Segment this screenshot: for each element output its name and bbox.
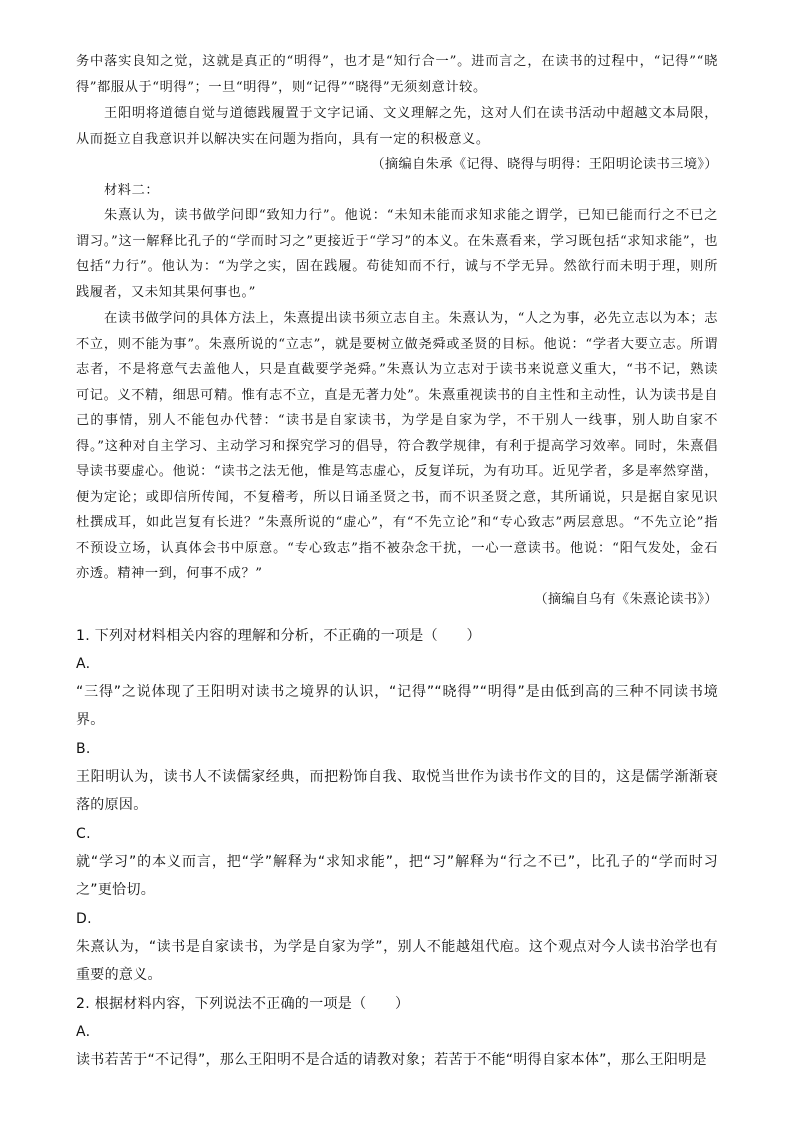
- question-2-stem: 2. 根据材料内容，下列说法不正确的一项是（ ）: [76, 996, 410, 1012]
- question-1-option-c-letter: C.: [76, 826, 91, 842]
- question-1-option-c-text: 就“学习”的本义而言，把“学”解释为“求知求能”，把“习”解释为“行之不已”，比孔子的“学而时习之”更恰切。: [76, 854, 718, 898]
- question-1-option-d-letter: D.: [76, 911, 92, 927]
- question-2-option-a-letter: A.: [76, 1024, 91, 1040]
- passage-paragraph-4: 在读书做学问的具体方法上，朱熹提出读书须立志自主。朱熹认为，“人之为事，必先立志以为本；志不立，则不能为事”。朱熹所说的“立志”，就是要树立做尧舜或圣贤的目标。他说：“学者大要立志。所谓志者，不是将意气去盖他人，只是直截要学尧舜。”朱熹认为立志对于读书来说意义重大，“书不记，熟读可记。义不精，细思可精。惟有志不立，直是无著力处”。朱熹重视读书的自主性和主动性，认为读书是自己的事情，别人不能包办代替：“读书是自家读书，为学是自家为学，不干别人一线事，别人助自家不得。”这种对自主学习、主动学习和探究学习的倡导，符合教学规律，有利于提高学习效率。同时，朱熹倡导读书要虚心。他说：“读书之法无他，惟是笃志虚心，反复详玩，为有功耳。近见学者，多是率然穿凿，便为定论；或即信所传闻，不复稽考，所以日诵圣贤之书，而不识圣贤之意，其所诵说，只是据自家见识杜撰成耳，如此岂复有长进？”朱熹所说的“虚心”，有“不先立论”和“专心致志”两层意思。“不先立论”指不预设立场，认真体会书中原意。“专心致志”指不被杂念干扰，一心一意读书。他说：“阳气发处，金石亦透。精神一到，何事不成？”: [76, 311, 718, 581]
- question-1-option-a-letter: A.: [76, 656, 91, 672]
- question-1-option-a-text: “三得”之说体现了王阳明对读书之境界的认识，“记得”“晓得”“明得”是由低到高的三种不同读书境界。: [76, 684, 718, 728]
- question-1-option-d-text: 朱熹认为，“读书是自家读书，为学是自家为学”，别人不能越俎代庖。这个观点对今人读书治学也有重要的意义。: [76, 939, 718, 983]
- source-citation-1: （摘编自朱承《记得、晓得与明得：王阳明论读书三境》）: [371, 157, 718, 172]
- question-1-option-b-letter: B.: [76, 741, 91, 757]
- question-2-option-a-text: 读书若苦于“不记得”，那么王阳明不是合适的请教对象；若苦于不能“明得自家本体”，那么王阳明是: [76, 1052, 707, 1068]
- passage-paragraph-3: 朱熹认为，读书做学问即“致知力行”。他说：“未知未能而求知求能之谓学，已知已能而行之不已之谓习。”这一解释比孔子的“学而时习之”更接近于“学习”的本义。在朱熹看来，学习既包括“求知求能”，也包括“力行”。他认为：“为学之实，固在践履。苟徒知而不行，诚与不学无异。然欲行而未明于理，则所践履者，又未知其果何事也。”: [76, 208, 718, 300]
- question-1-stem: 1. 下列对材料相关内容的理解和分析，不正确的一项是（ ）: [76, 628, 481, 644]
- material-two-heading: 材料二：: [104, 183, 160, 198]
- source-citation-2: （摘编自乌有《朱熹论读书》）: [534, 592, 718, 607]
- passage-paragraph-1: 务中落实良知之觉，这就是真正的“明得”，也才是“知行合一”。进而言之，在读书的过程中，“记得”“晓得”都服从于“明得”；一旦“明得”，则“记得”“晓得”无须刻意计较。: [76, 54, 718, 95]
- passage-paragraph-2: 王阳明将道德自觉与道德践履置于文字记诵、文义理解之先，这对人们在读书活动中超越文本局限，从而挺立自我意识并以解决实在问题为指向，具有一定的积极意义。: [76, 106, 718, 147]
- question-1-option-b-text: 王阳明认为，读书人不读儒家经典，而把粉饰自我、取悦当世作为读书作文的目的，这是儒学渐渐衰落的原因。: [76, 769, 718, 813]
